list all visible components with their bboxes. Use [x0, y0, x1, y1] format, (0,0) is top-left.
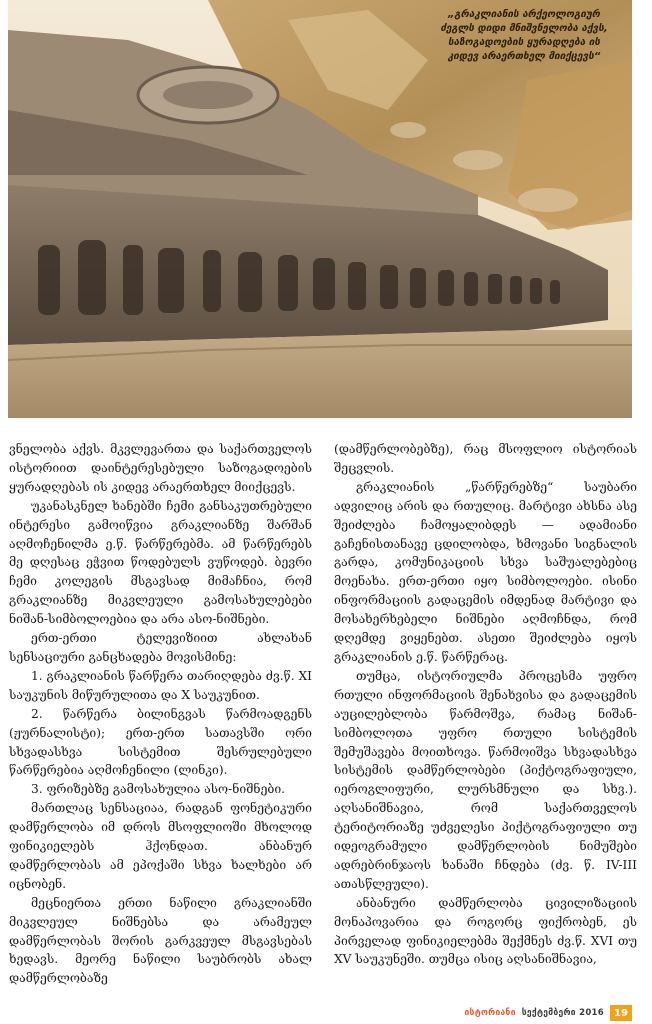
text-column-right: [334, 440, 637, 985]
paragraph: უკანასკნელ ხანებში ჩემი განსაკუთრებული ინტერესი გამოიწვია გრაკლიანზე შარშან აღმოჩენილმა ე.წ. წარწერებმა. ამ წარწერებს მე დღესაც ეჭვით წოდებულს ვუწოდებ. ბევრი ჩემი კოლეგის მსგავსად მიმაჩნია, რომ გრაკლიანზე მიკვლეული გამოსახულებები ნიშან-სიმბოლოებია და არა ასო-ნიშნები.: [9, 498, 312, 627]
article-body: [9, 440, 637, 985]
paragraph: მეცნიერთა ერთი ნაწილი გრაკლიანში მიკვლეულ ნიშნებსა და არამეულ დამწერლობას შორის გარკვეულ მსგავსებას ხედავს. მეორე ნაწილი საუბრობს ახალ დამწერლობაზე: [9, 895, 312, 985]
photo-caption: „გრაკლიანის არქეოლოგიურ ძეგლს დიდი მნიშვნელობა აქვს, საზოგადოების ყურადღება ის კიდევ არაერთხელ მიიქცევს“: [440, 9, 608, 62]
paragraph: ვნელობა აქვს. მკვლევართა და საქართველოს ისტორიით დაინტერესებული საზოგადოების ყურადღებას ის კიდევ არაერთხელ მიიქცევს.: [9, 442, 312, 494]
archaeological-photo: [8, 0, 632, 418]
paragraph: ანბანური დამწერლობა ცივილიზაციის მონაპოვარია და როგორც ფიქრობენ, ეს პირველად ფინიკიელებმა შექმნეს ძვ.წ. XVI თუ XV საუკუნეში. თუმცა ისიც აღსანიშნავია,: [334, 895, 637, 967]
paragraph: თუმცა, ისტორიულმა პროცესმა უფრო რთული ინფორმაციის შენახვისა და გადაცემის აუცილებლობა წარმოშვა, რამაც ნიშან-სიმბოლოთა უფრო რთული სისტემის შემუშავება მოითხოვა. წარმოიშვა სხვადასხვა სისტემის დამწერლობები (პიქტოგრაფიული, იეროგლიფური, ლურსმნული და სხვ.). აღსანიშნავია, რომ საქართველოს ტერიტორიაზე უძველესი პიქტოგრაფიული თუ იდეოგრამული დამწერლობის ნიმუშები ადრებრინჯაოს ხანაში ჩნდება (ძვ. წ. IV-III ათასწლეული).: [334, 668, 637, 891]
issue-date: სექტემბერი 2016: [521, 1008, 604, 1018]
paragraph: (დამწერლობებზე), რაც მსოფლიო ისტორიას შეცვლის.: [334, 442, 637, 475]
list-item: 1. გრაკლიანის წარწერა თარიღდება ძვ.წ. XI საუკუნის მიწურულითა და X საუკუნით.: [9, 668, 312, 702]
list-item: 3. ფრიზებზე გამოსახულია ასო-ნიშნები.: [31, 782, 286, 797]
list-item: 2. წარწერა ბილინგვას წარმოადგენს (ჟურნალისტი); ერთ-ერთ სათავსში ორი სხვადასხვა სისტემით შესრულებული წარწერებია აღმოჩენილი (ლინკი).: [9, 706, 312, 778]
text-column-left: [9, 440, 312, 985]
paragraph: გრაკლიანის „წარწერებზე“ საუბარი ადვილიც არის და რთულიც. მარტივი ახსნა ასე შეიძლება ჩამოყალიბდეს — ადამიანი გაჩენისთანავე ცდილობდა, ხმოვანი სიგნალის გარდა, კომუნიკაციის სხვა საშუალებებიც მოენახა. ერთ-ერთი იყო სიმბოლოები. ისინი ინფორმაციის გადაცემის იმდენად მარტივი და მოსახერხებელი ნიშნები აღმოჩნდა, რომ დღემდე ვიყენებთ. ასეთი შეიძლება იყოს გრაკლიანის ე.წ. წარწერაც.: [334, 479, 637, 664]
paragraph: მართლაც სენსაციაა, რადგან ფონეტიკური დამწერლობა იმ დროს მსოფლიოში მხოლოდ ფინიკიელებს ჰქონდათ. ანბანურ დამწერლობას ამ ეპოქაში სხვა ხალხები არ იცნობენ.: [9, 801, 312, 891]
page-number: 19: [610, 1005, 632, 1021]
magazine-name: ისტორიანი: [464, 1008, 516, 1018]
paragraph: ერთ-ერთი ტელევიზიით ახლახან სენსაციური განცხადება მოვისმინე:: [9, 631, 312, 664]
page-footer: [464, 1005, 632, 1021]
